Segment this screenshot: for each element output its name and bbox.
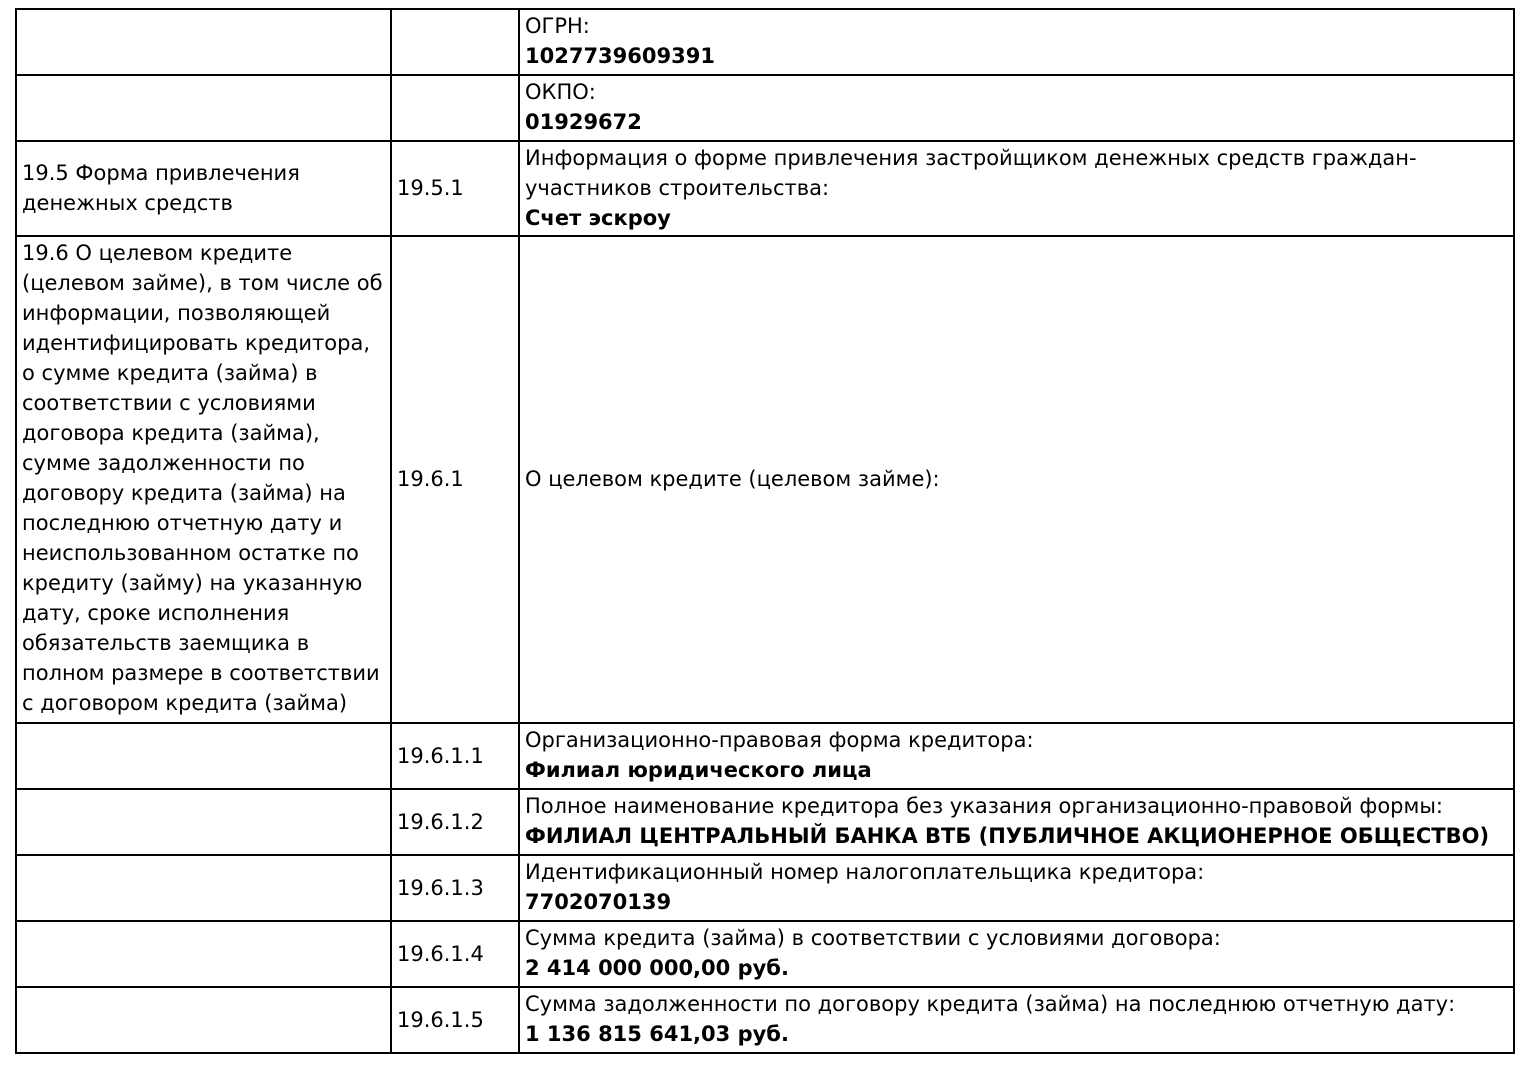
field-value: 1027739609391 — [525, 44, 715, 68]
content-cell — [519, 987, 1514, 1053]
section-cell — [16, 9, 391, 75]
field-label: ОГРН: — [525, 14, 590, 38]
table-row — [16, 921, 1514, 987]
code-cell: 19.6.1.3 — [391, 855, 519, 921]
field-value: Счет эскроу — [525, 206, 671, 230]
section-cell — [16, 855, 391, 921]
section-cell — [16, 921, 391, 987]
content-cell — [519, 9, 1514, 75]
field-label: ОКПО: — [525, 80, 596, 104]
table-row — [16, 789, 1514, 855]
content-cell — [519, 723, 1514, 789]
code-cell: 19.6.1.5 — [391, 987, 519, 1053]
field-value: ФИЛИАЛ ЦЕНТРАЛЬНЫЙ БАНКА ВТБ (ПУБЛИЧНОЕ АКЦИОНЕРНОЕ ОБЩЕСТВО) — [525, 824, 1490, 848]
table-row — [16, 987, 1514, 1053]
field-label: Сумма кредита (займа) в соответствии с условиями договора: — [525, 926, 1221, 950]
content-cell — [519, 75, 1514, 141]
code-cell: 19.6.1.2 — [391, 789, 519, 855]
table-row — [16, 9, 1514, 75]
content-cell — [519, 236, 1514, 723]
field-value: 2 414 000 000,00 руб. — [525, 956, 789, 980]
table-row — [16, 236, 1514, 723]
field-value: 1 136 815 641,03 руб. — [525, 1022, 789, 1046]
table-row — [16, 75, 1514, 141]
code-cell: 19.6.1.4 — [391, 921, 519, 987]
code-cell — [391, 9, 519, 75]
code-cell: 19.6.1 — [391, 236, 519, 723]
table-row — [16, 723, 1514, 789]
field-label: Полное наименование кредитора без указания организационно-правовой формы: — [525, 794, 1444, 818]
field-value: Филиал юридического лица — [525, 758, 872, 782]
section-cell — [16, 75, 391, 141]
field-value: 7702070139 — [525, 890, 672, 914]
code-cell: 19.5.1 — [391, 141, 519, 236]
content-cell — [519, 141, 1514, 236]
content-cell — [519, 789, 1514, 855]
field-label: Идентификационный номер налогоплательщика кредитора: — [525, 860, 1205, 884]
content-cell — [519, 855, 1514, 921]
section-cell: 19.5 Форма привлечения денежных средств — [16, 141, 391, 236]
field-label: Информация о форме привлечения застройщиком денежных средств граждан-участников строительства: — [525, 146, 1417, 200]
field-value: 01929672 — [525, 110, 642, 134]
field-label: О целевом кредите (целевом займе): — [525, 467, 940, 491]
code-cell: 19.6.1.1 — [391, 723, 519, 789]
declaration-table — [15, 8, 1515, 1054]
content-cell — [519, 921, 1514, 987]
section-cell: 19.6 О целевом кредите (целевом займе), в том числе об информации, позволяющей идентифицировать кредитора, о сумме кредита (займа) в соответствии с условиями договора кредита (займа), сумме задолженности по договору кредита (займа) на последнюю отчетную дату и неиспользованном остатке по кредиту (займу) на указанную дату, сроке исполнения обязательств заемщика в полном размере в соответствии с договором кредита (займа) — [16, 236, 391, 723]
code-cell — [391, 75, 519, 141]
section-cell — [16, 723, 391, 789]
table-row — [16, 141, 1514, 236]
section-cell — [16, 987, 391, 1053]
section-cell — [16, 789, 391, 855]
table-row — [16, 855, 1514, 921]
field-label: Сумма задолженности по договору кредита (займа) на последнюю отчетную дату: — [525, 992, 1456, 1016]
field-label: Организационно-правовая форма кредитора: — [525, 728, 1034, 752]
